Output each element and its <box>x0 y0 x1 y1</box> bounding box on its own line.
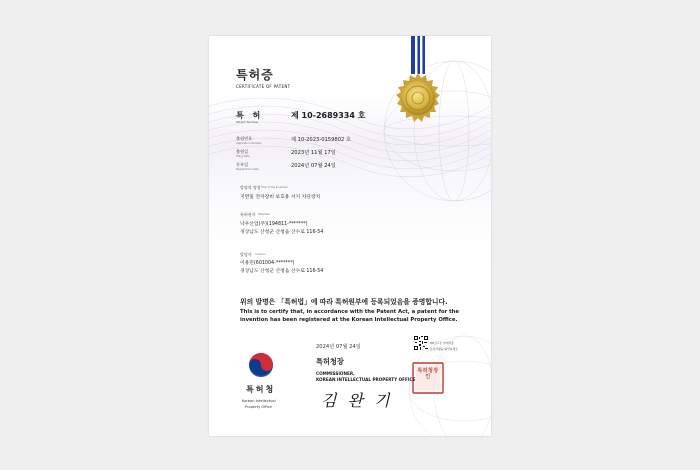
registration-date-value: 2024년 07월 24일 <box>291 163 336 169</box>
filing-date-value: 2023년 11월 17일 <box>291 150 336 156</box>
taegeuk-logo-icon <box>246 350 276 380</box>
patent-number-label: 특 허 <box>236 111 264 120</box>
inventor-name: 이용민(601004-*******) <box>240 261 295 266</box>
inventor-label: 발명자 <box>240 252 252 257</box>
application-number-value: 제 10-2023-0159802 호 <box>291 137 351 143</box>
patent-number-value: 제 10-2689334 호 <box>291 111 366 120</box>
office-logo-english-line1: Korean Intellectual <box>242 399 276 403</box>
qr-code-icon <box>414 336 428 350</box>
application-number-label-english: Application Number <box>236 142 262 145</box>
commissioner-title: 특허청장 <box>316 357 344 366</box>
registration-date-label: 등록일 <box>236 162 249 167</box>
patent-certificate <box>209 36 491 436</box>
certification-statement-english-line1: This is to certify that, in accordance with the Patent Act, a patent for the <box>240 309 459 315</box>
patentee-label: 특허권자 <box>240 212 256 217</box>
patentee-address: 경상남도 산청군 산청읍 산수로 116-54 <box>240 230 324 235</box>
patent-number-label-english: Patent Number <box>236 120 259 124</box>
inventor-address: 경상남도 산청군 산청읍 산수로 116-54 <box>240 269 324 274</box>
qr-note-line2: 등록사항을 확인하세요 <box>430 347 458 351</box>
commissioner-title-english-line1: COMMISSIONER, <box>316 371 355 376</box>
issue-date: 2024년 07월 24일 <box>316 344 361 350</box>
patentee-name: 낙우산업(주)(194811-*******) <box>240 222 308 227</box>
invention-title: 지면밀 전자장비 보호용 서지 차단장치 <box>240 195 321 200</box>
invention-title-label-english: Title of the Invention <box>261 186 288 189</box>
certification-statement-english-line2: invention has been registered at the Korean Intellectual Property Office. <box>240 317 458 323</box>
patentee-label-english: Patentee <box>258 213 270 216</box>
registration-date-label-english: Registration Date <box>236 168 259 171</box>
filing-date-label: 출원일 <box>236 149 249 154</box>
certificate-title-english: CERTIFICATE OF PATENT <box>236 84 291 89</box>
inventor-label-english: Inventor <box>255 253 266 256</box>
commissioner-title-english-line2: KOREAN INTELLECTUAL PROPERTY OFFICE <box>316 377 416 382</box>
qr-note-line1: QR코드로 현재기준 <box>430 341 454 345</box>
official-seal-text: 특허청장인 <box>417 368 439 380</box>
filing-date-label-english: Filing Date <box>236 155 250 158</box>
commissioner-signature: 김 완 기 <box>321 391 393 410</box>
office-logo-english-line2: Property Office <box>245 405 272 409</box>
office-logo-name: 특허청 <box>246 385 276 394</box>
certification-statement-korean: 위의 발명은 「특허법」에 따라 특허원부에 등록되었음을 증명합니다. <box>240 298 448 306</box>
certificate-title: 특허증 <box>236 68 274 82</box>
invention-title-label: 발명의 명칭 <box>240 185 261 190</box>
ribbon-stripes <box>411 36 425 74</box>
application-number-label: 출원번호 <box>236 136 253 141</box>
